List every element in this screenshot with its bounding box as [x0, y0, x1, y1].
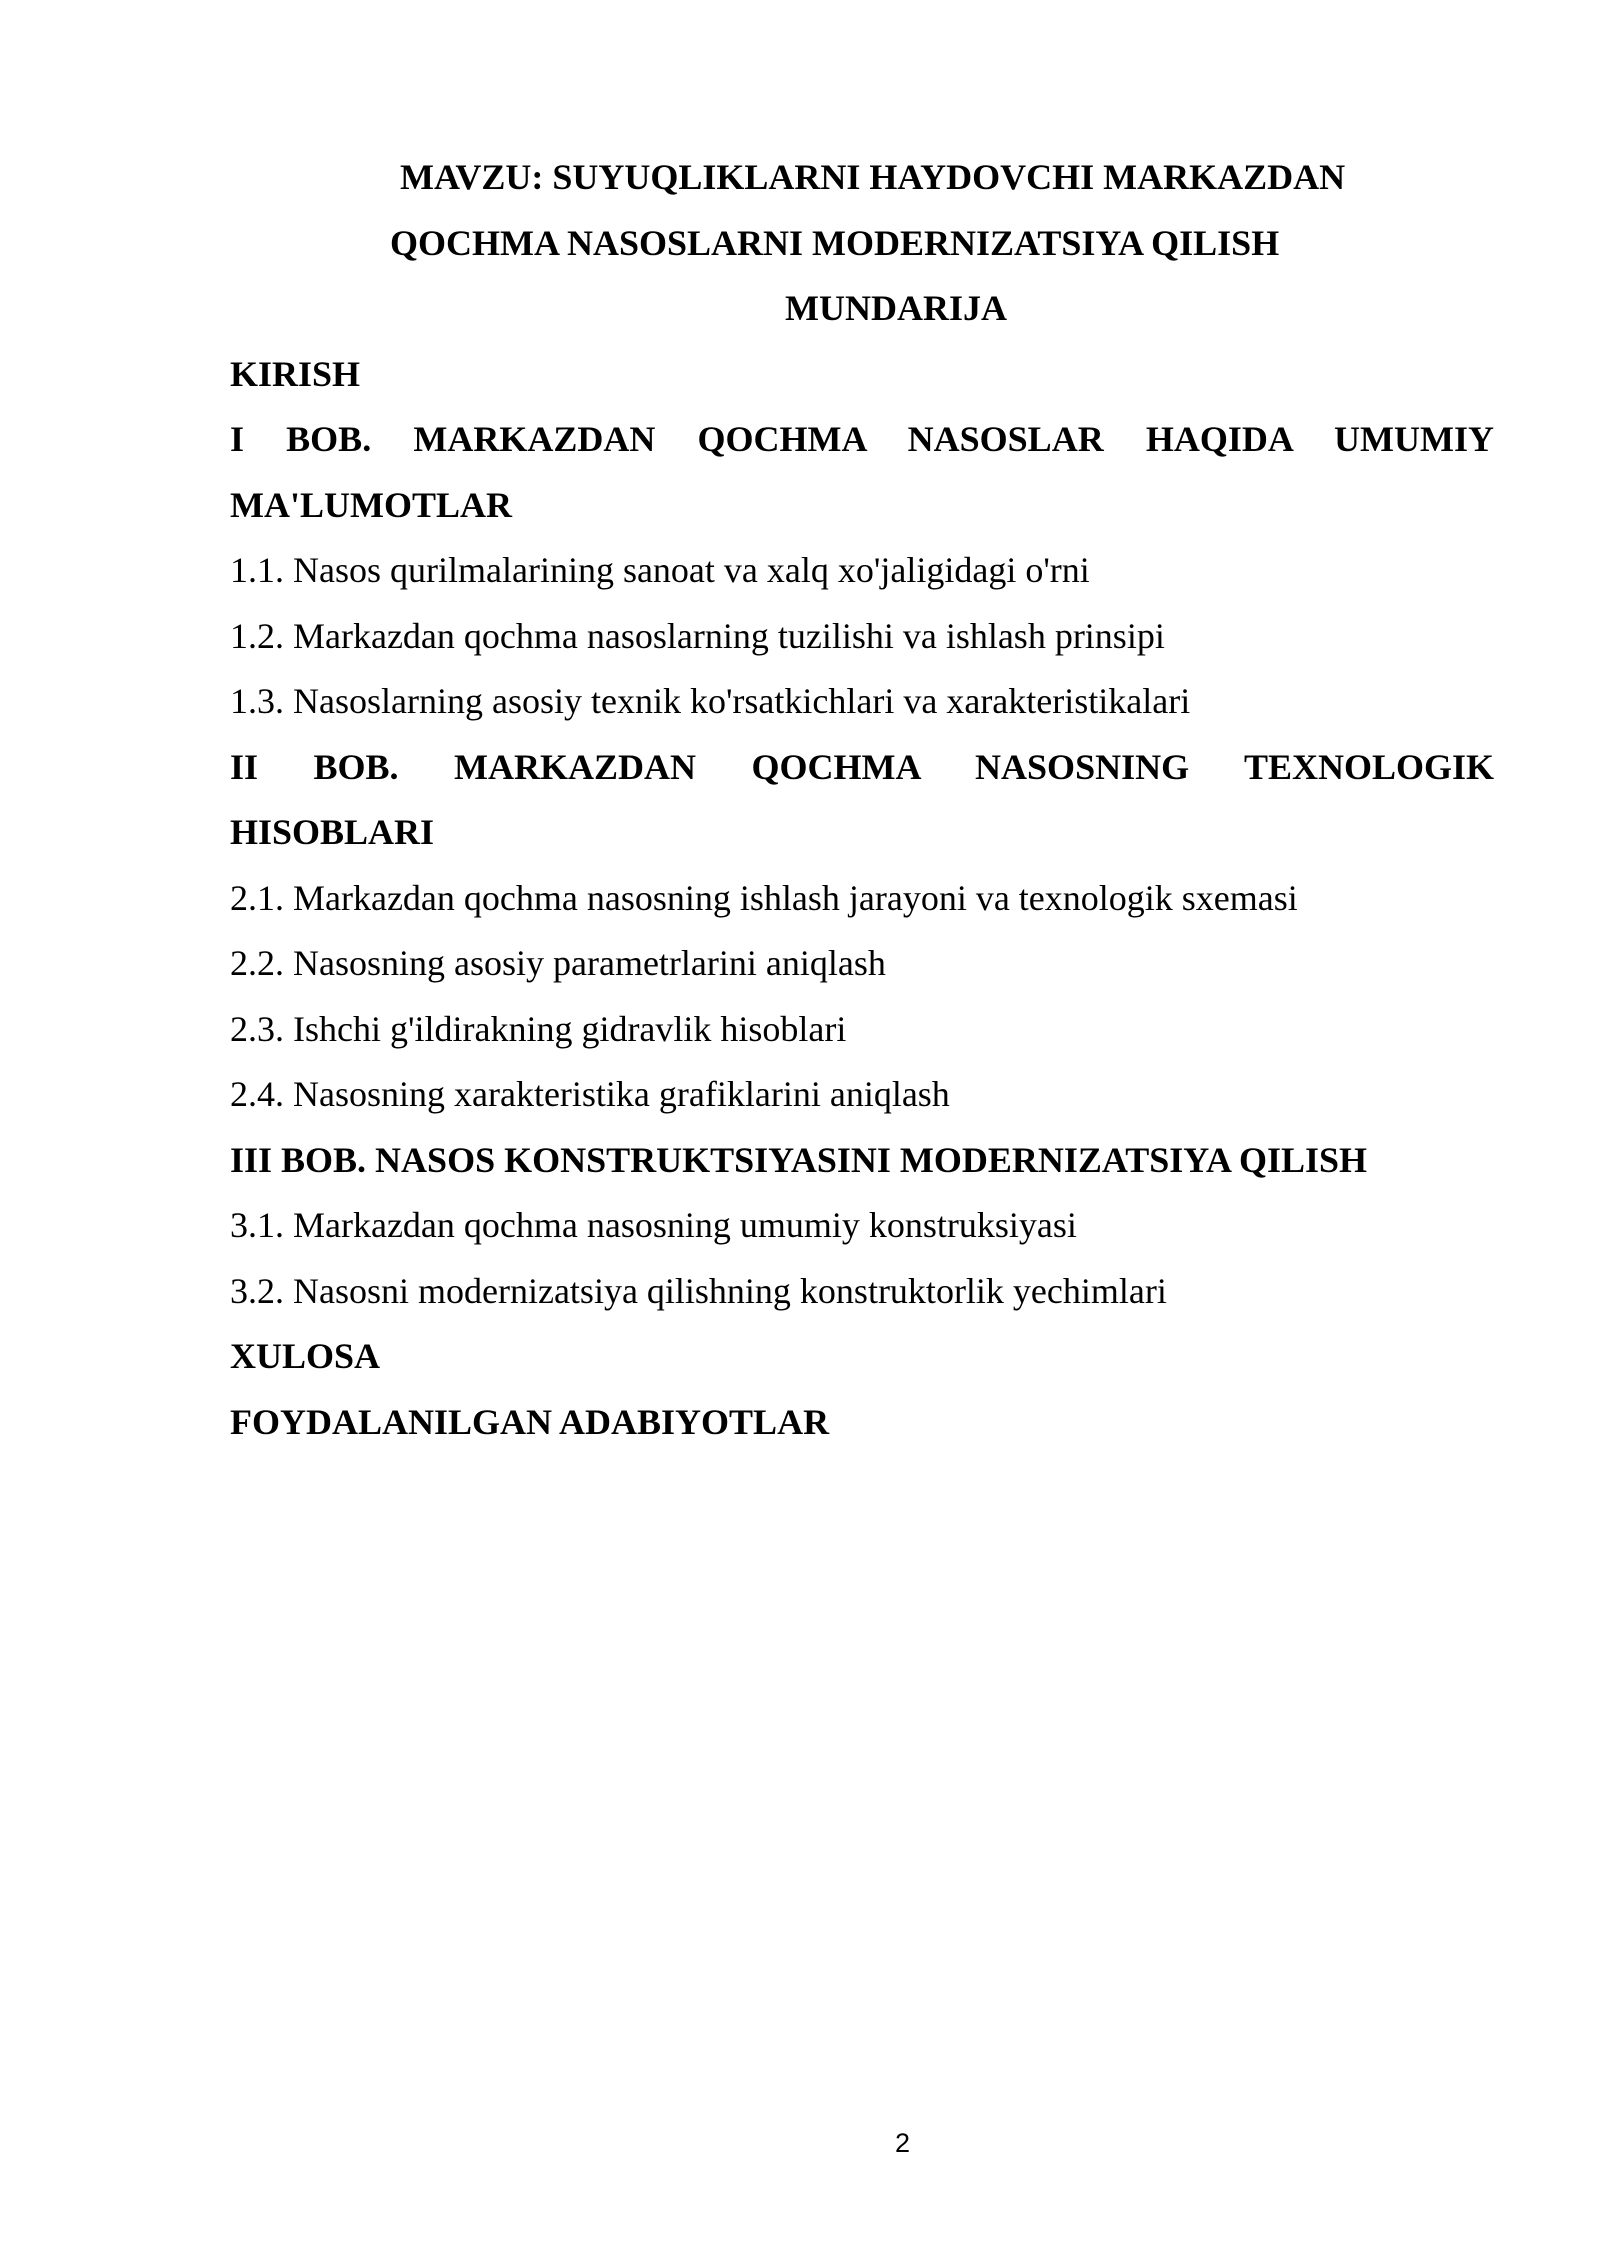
toc-chapter-2-heading-cont: HISOBLARI — [230, 812, 435, 852]
toc-chapter-3-heading: III BOB. NASOS KONSTRUKTSIYASINI MODERNIZATSIYA QILISH — [230, 1139, 1368, 1180]
contents-heading: MUNDARIJA — [785, 288, 1007, 328]
toc-chapter-1-heading: I BOB. MARKAZDAN QOCHMA NASOSLAR HAQIDA UMUMIY — [230, 419, 1494, 459]
toc-chapter-2-heading: II BOB. MARKAZDAN QOCHMA NASOSNING TEXNOLOGIK — [230, 746, 1494, 787]
toc-item-2-2: 2.2. Nasosning asosiy parametrlarini aniqlash — [230, 943, 886, 983]
toc-item-1-1: 1.1. Nasos qurilmalarining sanoat va xalq xo'jaligidagi o'rni — [230, 550, 1090, 590]
toc-references: FOYDALANILGAN ADABIYOTLAR — [230, 1401, 830, 1442]
toc-item-1-2: 1.2. Markazdan qochma nasoslarning tuzilishi va ishlash prinsipi — [230, 615, 1165, 656]
toc-item-3-1: 3.1. Markazdan qochma nasosning umumiy konstruksiyasi — [230, 1205, 1077, 1245]
page-number: 2 — [894, 2128, 911, 2158]
topic-title-line-2: QOCHMA NASOSLARNI MODERNIZATSIYA QILISH — [390, 222, 1280, 263]
toc-item-2-1: 2.1. Markazdan qochma nasosning ishlash jarayoni va texnologik sxemasi — [230, 877, 1298, 918]
toc-item-2-4: 2.4. Nasosning xarakteristika grafiklarini aniqlash — [230, 1074, 950, 1114]
document-page — [230, 145, 1494, 1455]
toc-conclusion: XULOSA — [230, 1336, 381, 1376]
toc-item-2-3: 2.3. Ishchi g'ildirakning gidravlik hisoblari — [230, 1008, 847, 1049]
toc-item-3-2: 3.2. Nasosni modernizatsiya qilishning konstruktorlik yechimlari — [230, 1270, 1167, 1311]
toc-item-1-3: 1.3. Nasoslarning asosiy texnik ko'rsatkichlari va xarakteristikalari — [230, 681, 1191, 721]
toc-chapter-1-heading-cont: MA'LUMOTLAR — [230, 484, 512, 525]
toc-intro: KIRISH — [230, 353, 361, 394]
topic-title-line-1: MAVZU: SUYUQLIKLARNI HAYDOVCHI MARKAZDAN — [400, 157, 1346, 197]
